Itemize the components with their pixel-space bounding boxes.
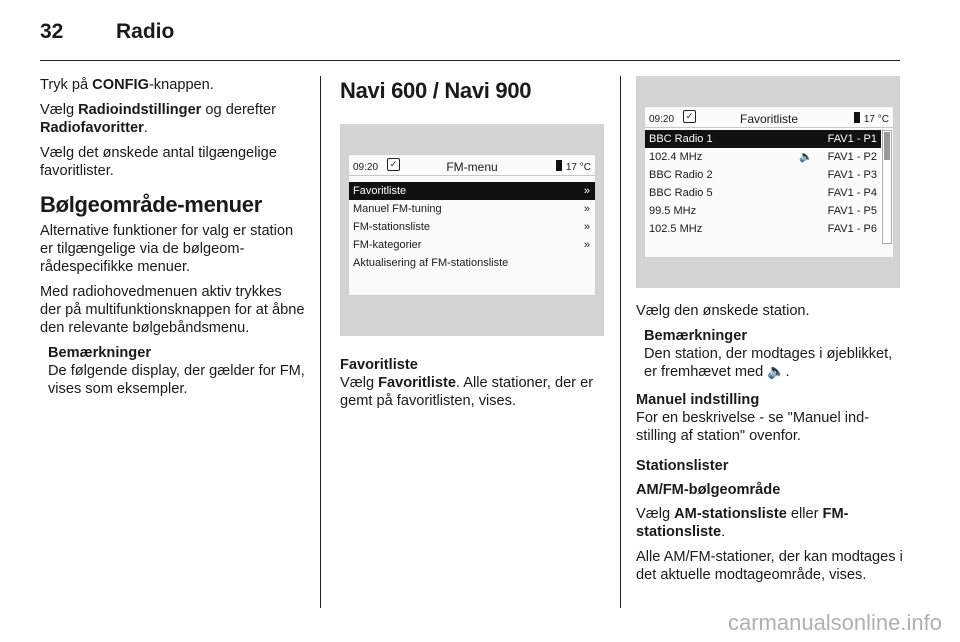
station-name: 99.5 MHz (649, 205, 697, 217)
note (40, 344, 306, 398)
station-name: BBC Radio 5 (649, 187, 713, 199)
menu-label: Radioindstillinger (78, 102, 202, 118)
text: . (721, 524, 726, 540)
subheading: AM/FM-bølgeområde (636, 482, 781, 498)
menu-item-label: FM-stationsliste (353, 221, 431, 233)
subheading: Manuel indstilling (636, 392, 760, 408)
preset-label: FAV1 - P2 (827, 151, 877, 163)
screen-title: FM-menu (446, 160, 498, 174)
column-2 (340, 76, 606, 417)
paragraph: Alle AM/FM-stationer, der kan modtages i det aktuelle modtageområde, vises. (636, 549, 903, 583)
clock: 09:20 (649, 114, 675, 125)
text: -knappen. (148, 77, 214, 93)
preset-label: FAV1 - P5 (827, 205, 877, 217)
menu-item[interactable] (349, 200, 595, 218)
temperature (556, 159, 591, 177)
paragraph: Med radiohovedmenuen aktiv trykkes der på multifunktionsknappen for at åbne den relevante bølgebåndsmenu. (40, 284, 305, 336)
temperature-value: 17 °C (565, 162, 591, 173)
favorites-screenshot (636, 76, 900, 288)
text: . (785, 364, 790, 380)
menu-label: FM-stationsliste (636, 506, 849, 540)
check-icon: ✓ (387, 158, 400, 171)
text: og derefter (201, 102, 277, 118)
station-name: 102.4 MHz (649, 151, 703, 163)
text: Vælg (340, 375, 379, 391)
text: . (143, 120, 148, 136)
menu-item-label: FM-kategorier (353, 239, 422, 251)
menu-label: Favoritliste (378, 375, 456, 391)
paragraph (40, 101, 306, 137)
status-bar (645, 107, 893, 128)
temperature-value: 17 °C (863, 114, 889, 125)
chevron-right-icon: » (583, 185, 590, 197)
chevron-right-icon: » (583, 221, 590, 233)
fm-menu-screenshot (340, 124, 604, 336)
speaker-icon: 🔈 (799, 151, 813, 163)
config-label: CONFIG (92, 77, 149, 93)
text: Vælg (40, 102, 79, 118)
scrollbar-thumb[interactable] (884, 132, 890, 160)
temperature (854, 111, 889, 129)
station-name: 102.5 MHz (649, 223, 703, 235)
station-name: BBC Radio 1 (649, 133, 713, 145)
station-row[interactable] (645, 202, 881, 220)
paragraph: For en beskrivelse - se "Manuel indstilling af station" ovenfor. (636, 410, 870, 444)
menu-item-label: Manuel FM-tuning (353, 203, 442, 215)
section-heading: Navi 600 / Navi 900 (340, 78, 532, 103)
page-title: Radio (116, 20, 175, 43)
display-panel (348, 154, 596, 296)
battery-icon (854, 112, 860, 123)
subheading: Stationslister (636, 458, 729, 474)
station-name: BBC Radio 2 (649, 169, 713, 181)
menu-label: Radiofavoritter (40, 120, 144, 136)
note-title: Bemærkninger (48, 345, 151, 361)
battery-icon (556, 160, 562, 171)
preset-label: FAV1 - P3 (827, 169, 877, 181)
paragraph: Vælg det ønskede antal tilgængelige favoritlister. (40, 145, 277, 179)
station-row[interactable] (645, 130, 881, 148)
note-title: Bemærkninger (644, 328, 747, 344)
text: eller (786, 506, 823, 522)
column-divider-1 (320, 76, 321, 608)
page-number: 32 (40, 20, 64, 43)
station-row[interactable] (645, 166, 881, 184)
menu-item[interactable] (349, 182, 595, 200)
menu-item-label: Aktualisering af FM-stationsliste (353, 257, 509, 269)
paragraph (636, 505, 904, 541)
column-1 (40, 76, 306, 398)
text: . Alle stationer, der er gemt på favoritlisten, vises. (340, 375, 594, 409)
station-list (645, 128, 881, 238)
text: Vælg (636, 506, 675, 522)
chevron-right-icon: » (583, 203, 590, 215)
screen-title: Favoritliste (739, 112, 798, 126)
subheading: Favoritliste (340, 357, 418, 373)
menu-item[interactable] (349, 236, 595, 254)
station-row[interactable] (645, 220, 881, 238)
paragraph: Vælg den ønskede station. (636, 303, 810, 319)
paragraph (40, 76, 306, 94)
menu-item[interactable] (349, 254, 595, 272)
preset-label: FAV1 - P6 (827, 223, 877, 235)
menu-item[interactable] (349, 218, 595, 236)
column-3 (636, 76, 904, 591)
column-divider-2 (620, 76, 621, 608)
menu-list (349, 176, 595, 272)
paragraph (340, 374, 606, 410)
watermark: carmanualsonline.info (727, 610, 942, 635)
speaker-icon: 🔈 (767, 364, 786, 380)
page-header (40, 18, 920, 58)
menu-label: AM-stationsliste (674, 506, 787, 522)
check-icon: ✓ (683, 110, 696, 123)
clock: 09:20 (353, 162, 379, 173)
station-row[interactable] (645, 184, 881, 202)
note-text: De følgende display, der gælder for FM, vises som eksempler. (48, 363, 305, 397)
preset-label: FAV1 - P4 (827, 187, 877, 199)
station-row[interactable] (645, 148, 881, 166)
scrollbar[interactable] (882, 130, 892, 244)
text: Tryk på (40, 77, 93, 93)
status-bar (349, 155, 595, 176)
section-heading: Bølgeområde-menuer (40, 192, 262, 217)
chevron-right-icon: » (583, 239, 590, 251)
paragraph: Alternative funktioner for valg er station er tilgængelige via de bølgeområdespecifikke menuer. (40, 223, 294, 275)
note-text (644, 345, 904, 381)
preset-label: FAV1 - P1 (827, 133, 877, 145)
menu-item-label: Favoritliste (353, 185, 407, 197)
text: Den station, der modtages i øjeblikket, er fremhævet med (644, 346, 893, 380)
note (636, 327, 904, 381)
display-panel (644, 106, 894, 258)
header-divider (40, 60, 900, 61)
